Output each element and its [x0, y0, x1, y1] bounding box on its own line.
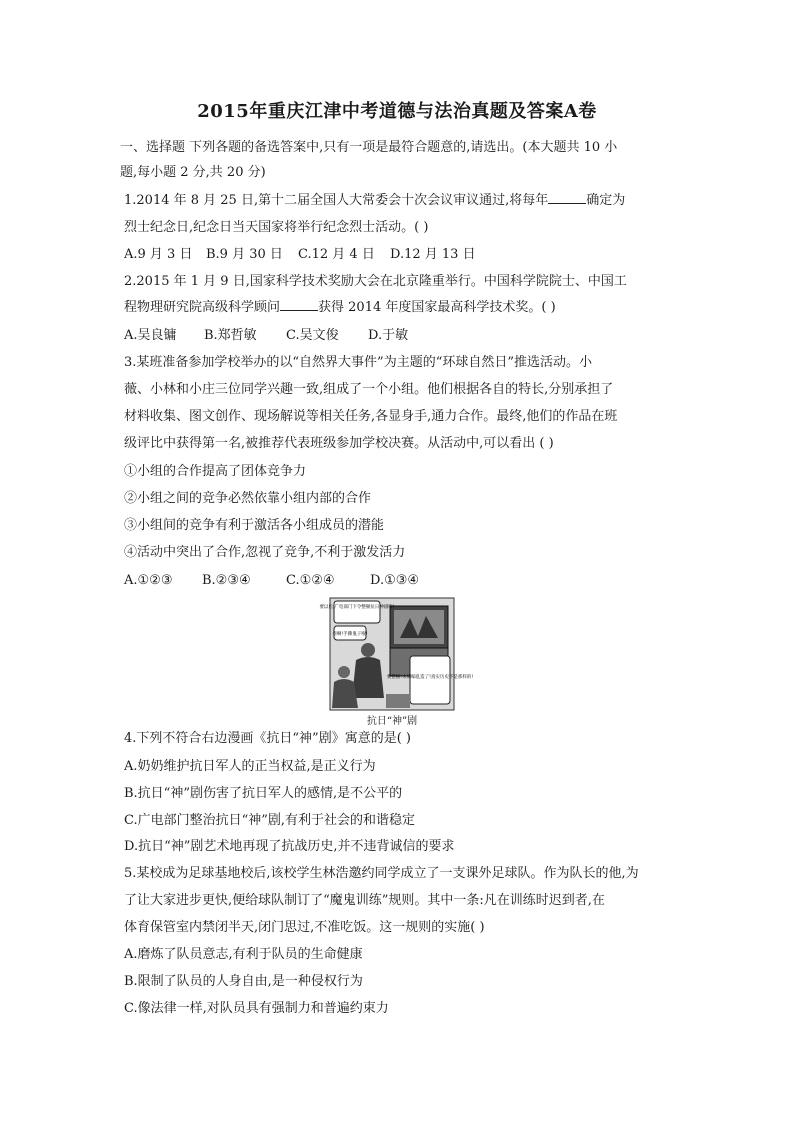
q4-option-c: C.广电部门整治抗日“神”剧,有利于社会的和谐稳定: [124, 813, 416, 828]
bubble-right-text: 要整顿!太胡编乱造了!真实历史不是那样的!: [386, 675, 474, 680]
speech-bubble-right: [410, 656, 450, 704]
q4-option-a: A.奶奶维护抗日军人的正当权益,是正义行为: [124, 759, 376, 774]
q2-option-b: B.郑哲敏: [204, 328, 257, 343]
q5-stem-line-3: 体育保管室内禁闭半天,闭门思过,不准吃饭。这一规则的实施( ): [124, 920, 485, 935]
q3-option-d: D.①③④: [370, 573, 420, 588]
q3-option-b: B.②③④: [202, 573, 251, 588]
q5-stem-line-2: 了让大家进步更快,便给球队制订了“魔鬼训练”规则。其中一条:凡在训练时迟到者,在: [124, 893, 605, 908]
q3-stem-line-2: 薇、小林和小庄三位同学兴趣一致,组成了一个小组。他们根据各自的特长,分别承担了: [124, 382, 614, 397]
q1-stem-text-a: 1.2014 年 8 月 25 日,第十二届全国人大常委会十次会议审议通过,将每年: [124, 193, 549, 208]
person-body-icon: [352, 657, 384, 698]
page-title: 2015年重庆江津中考道德与法治真题及答案A卷: [197, 101, 597, 122]
q1-stem-text-b: 确定为: [586, 193, 626, 208]
q1-stem-line-2: 烈士纪念日,纪念日当天国家将举行纪念烈士活动。( ): [124, 220, 429, 235]
cartoon-caption: 抗日“神”剧: [366, 716, 418, 727]
q4-stem: 4.下列不符合右边漫画《抗日“神”剧》寓意的是( ): [124, 731, 411, 746]
q2-option-d: D.于敏: [368, 328, 409, 343]
q3-option-a: A.①②③: [124, 573, 173, 588]
q4-option-d: D.抗日“神”剧艺术地再现了抗战历史,并不违背诚信的要求: [124, 839, 455, 854]
q5-option-a: A.磨炼了队员意志,有利于队员的生命健康: [124, 947, 363, 962]
q5-stem-line-1: 5.某校成为足球基地校后,该校学生林浩邀约同学成立了一支课外足球队。作为队长的他,为: [124, 866, 639, 881]
person-head-icon: [361, 643, 375, 657]
tv-screen: [394, 610, 444, 644]
q3-option-c: C.①②④: [286, 573, 335, 588]
q3-item-2: ②小组之间的竞争必然依靠小组内部的合作: [124, 491, 372, 506]
q1-option-a: A.9 月 3 日: [124, 247, 193, 262]
bubble-left-text: 看啊!手撕鬼子啦!: [332, 632, 368, 637]
cartoon-illustration: [319, 598, 474, 710]
grandma-body-icon: [332, 679, 358, 708]
q5-option-c: C.像法律一样,对队员具有强制力和普遍约束力: [124, 1001, 389, 1016]
q2-stem-text-a: 程物理研究院高级科学顾问: [124, 300, 281, 315]
q2-stem-line-2: [124, 298, 556, 318]
q2-stem-text-b: 获得 2014 年度国家最高科学技术奖。( ): [318, 300, 556, 315]
q2-option-c: C.吴文俊: [286, 328, 339, 343]
q3-stem-line-1: 3.某班准备参加学校举办的以“自然界大事件”为主题的“环球自然日”推选活动。小: [124, 355, 592, 370]
section-instruction-line-1: 一、选择题 下列各题的备选答案中,只有一项是最符合题意的,请选出。(本大题共 10 小: [120, 140, 618, 155]
q5-option-b: B.限制了队员的人身自由,是一种侵权行为: [124, 974, 363, 989]
q1-option-d: D.12 月 13 日: [390, 247, 476, 262]
q3-options: [124, 571, 419, 591]
bubble-top-text: 要以后,广电部门下令整顿抗日神剧啦!: [319, 605, 395, 610]
q1-options: [124, 245, 476, 265]
q3-stem-line-4: 级评比中获得第一名,被推荐代表班级参加学校决赛。从活动中,可以看出 ( ): [124, 436, 554, 451]
section-instruction-line-2: 题,每小题 2 分,共 20 分): [120, 165, 266, 180]
chair-icon: [386, 694, 410, 708]
q2-stem-line-1: 2.2015 年 1 月 9 日,国家科学技术奖励大会在北京隆重举行。中国科学院院士、中国工: [124, 274, 627, 289]
q4-option-b: B.抗日“神”剧伤害了抗日军人的感情,是不公平的: [124, 786, 403, 801]
q3-item-3: ③小组间的竞争有利于激活各小组成员的潜能: [124, 518, 385, 533]
q2-option-a: A.吴良镛: [124, 328, 177, 343]
q1-option-b: B.9 月 30 日: [206, 247, 283, 262]
q2-options: [124, 326, 408, 346]
grandma-head-icon: [338, 666, 350, 678]
q3-stem-line-3: 材料收集、图文创作、现场解说等相关任务,各显身手,通力合作。最终,他们的作品在班: [124, 409, 618, 424]
q1-stem-line-1: [124, 191, 625, 211]
q2-blank: [280, 298, 318, 311]
q3-item-4: ④活动中突出了合作,忽视了竞争,不利于激发活力: [124, 545, 406, 560]
q1-blank: [548, 191, 586, 204]
q3-item-1: ①小组的合作提高了团体竞争力: [124, 464, 307, 479]
q1-option-c: C.12 月 4 日: [298, 247, 375, 262]
